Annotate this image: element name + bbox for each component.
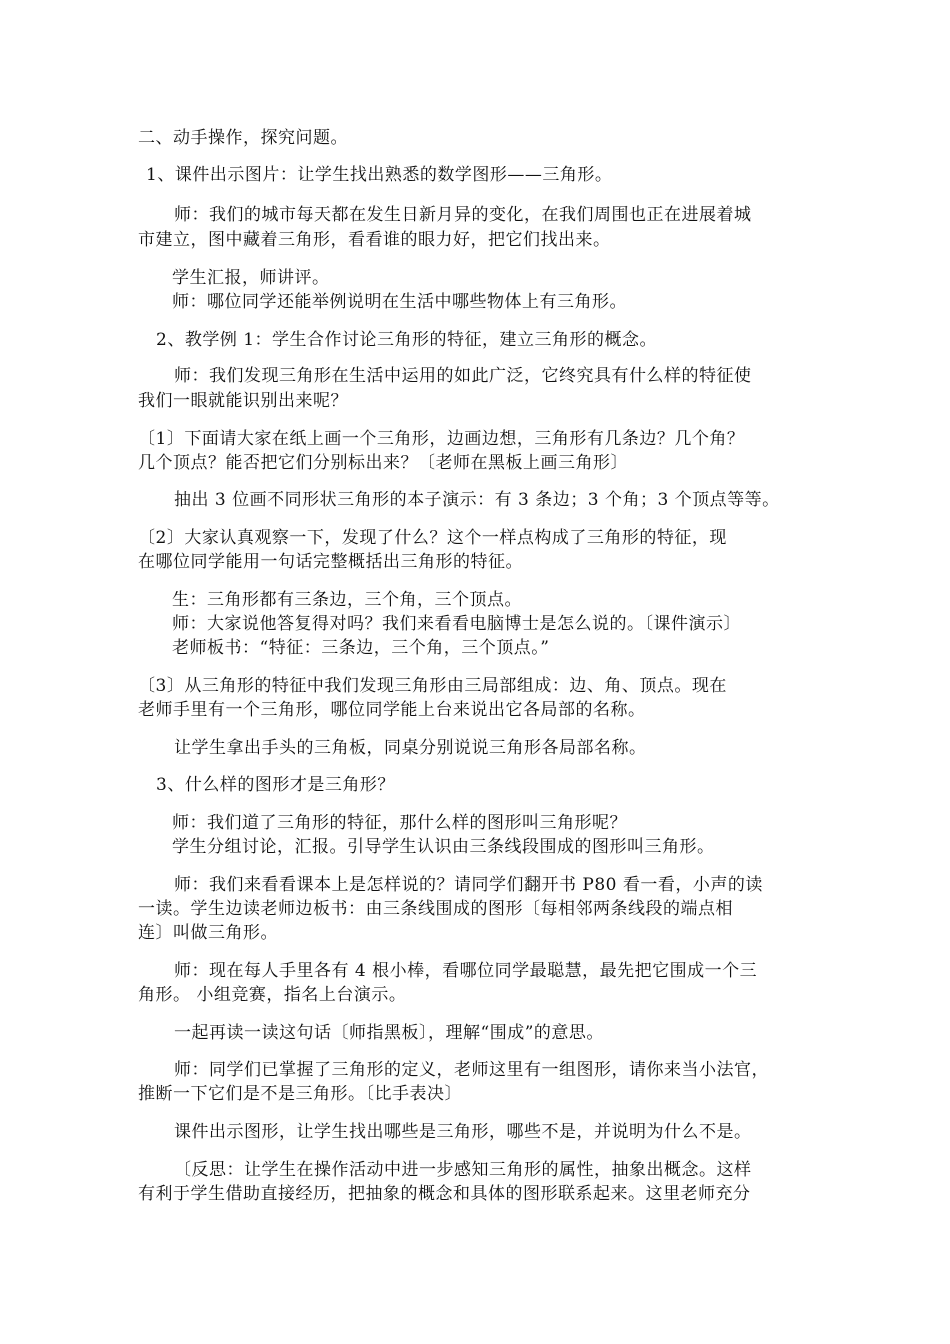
paragraph-line: 我们一眼就能识别出来呢？ — [138, 391, 348, 411]
paragraph-line: 有利于学生借助直接经历，把抽象的概念和具体的图形联系起来。这里老师充分 — [138, 1184, 751, 1204]
paragraph-line: 师：现在每人手里各有 4 根小棒，看哪位同学最聪慧，最先把它围成一个三 — [174, 961, 758, 981]
paragraph-line: 生：三角形都有三条边，三个角，三个顶点。 — [172, 590, 522, 610]
paragraph-line: 市建立，图中藏着三角形，看看谁的眼力好，把它们找出来。 — [138, 230, 611, 250]
paragraph-line: 〔反思：让学生在操作活动中进一步感知三角形的属性，抽象出概念。这样 — [174, 1160, 752, 1180]
paragraph-line: 〔2〕大家认真观察一下，发现了什么？这个一样点构成了三角形的特征，现 — [138, 528, 727, 548]
paragraph-line: 课件出示图形，让学生找出哪些是三角形，哪些不是，并说明为什么不是。 — [174, 1122, 752, 1142]
paragraph-line: 学生分组讨论，汇报。引导学生认识由三条线段围成的图形叫三角形。 — [172, 837, 715, 857]
paragraph-line: 在哪位同学能用一句话完整概括出三角形的特征。 — [138, 552, 523, 572]
paragraph-line: 让学生拿出手头的三角板，同桌分别说说三角形各局部名称。 — [174, 738, 647, 758]
paragraph-line: 1、课件出示图片：让学生找出熟悉的数学图形——三角形。 — [146, 165, 613, 185]
paragraph-line: 师：哪位同学还能举例说明在生活中哪些物体上有三角形。 — [172, 292, 627, 312]
paragraph-line: 师：我们道了三角形的特征，那什么样的图形叫三角形呢？ — [172, 813, 627, 833]
paragraph-line: 连〕叫做三角形。 — [138, 923, 278, 943]
section-heading: 二、动手操作，探究问题。 — [138, 128, 348, 148]
paragraph-line: 老师手里有一个三角形，哪位同学能上台来说出它各局部的名称。 — [138, 700, 646, 720]
paragraph-line: 推断一下它们是不是三角形。〔比手表决〕 — [138, 1084, 462, 1104]
paragraph-line: 师：大家说他答复得对吗？我们来看看电脑博士是怎么说的。〔课件演示〕 — [172, 614, 741, 634]
paragraph-line: 师：我们来看看课本上是怎样说的？请同学们翻开书 P80 看一看，小声的读 — [174, 875, 763, 895]
paragraph-line: 老师板书：“特征：三条边，三个角，三个顶点。” — [172, 638, 550, 658]
paragraph-line: 师：我们发现三角形在生活中运用的如此广泛，它终究具有什么样的特征使 — [174, 366, 752, 386]
paragraph-line: 几个顶点？能否把它们分别标出来？〔老师在黑板上画三角形〕 — [138, 453, 628, 473]
paragraph-line: 一起再读一读这句话〔师指黑板〕，理解“围成”的意思。 — [174, 1023, 604, 1043]
paragraph-line: 一读。学生边读老师边板书：由三条线围成的图形〔每相邻两条线段的端点相 — [138, 899, 733, 919]
section-heading: 3、什么样的图形才是三角形？ — [156, 775, 395, 795]
paragraph-line: 2、教学例 1：学生合作讨论三角形的特征，建立三角形的概念。 — [156, 330, 658, 350]
paragraph-line: 〔1〕下面请大家在纸上画一个三角形，边画边想，三角形有几条边？几个角？ — [138, 429, 745, 449]
paragraph-line: 角形。 小组竞赛，指名上台演示。 — [138, 985, 407, 1005]
paragraph-line: 〔3〕从三角形的特征中我们发现三角形由三局部组成：边、角、顶点。现在 — [138, 676, 727, 696]
paragraph-line: 师：我们的城市每天都在发生日新月异的变化，在我们周围也正在进展着城 — [174, 205, 752, 225]
paragraph-line: 抽出 3 位画不同形状三角形的本子演示：有 3 条边；3 个角；3 个顶点等等。 — [174, 490, 780, 510]
paragraph-line: 师：同学们已掌握了三角形的定义，老师这里有一组图形，请你来当小法官， — [174, 1060, 769, 1080]
paragraph-line: 学生汇报，师讲评。 — [172, 268, 330, 288]
